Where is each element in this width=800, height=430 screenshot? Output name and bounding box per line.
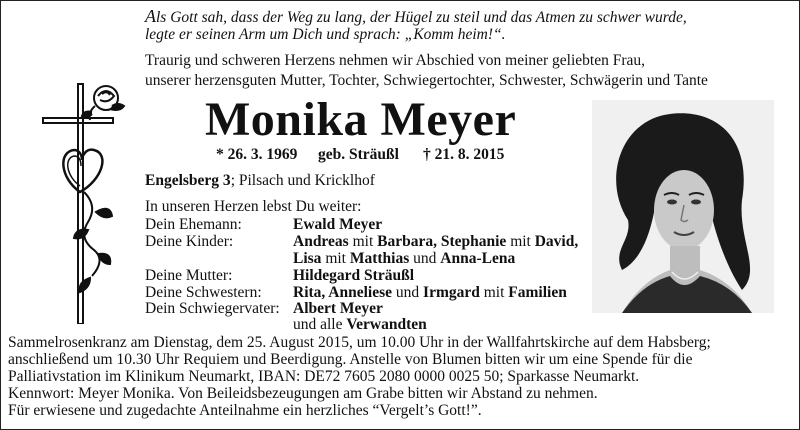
husband-label: Dein Ehemann: [145, 216, 242, 233]
siblings-names: Rita, Anneliese und Irmgard mit Familien [293, 284, 567, 301]
mother-name: Hildegard Sträußl [293, 267, 415, 284]
birth-name: geb. Sträußl [318, 146, 399, 163]
mother-label: Deine Mutter: [145, 267, 233, 284]
children-label: Deine Kinder: [145, 233, 234, 250]
bottom-line-2: anschließend um 10.30 Uhr Requiem und Beerdigung. Anstelle von Blumen bitten wir um eine Spende für die [8, 351, 693, 368]
intro-line-2: unserer herzensguten Mutter, Tochter, Schwiegertochter, Schwester, Schwägerin und Tante [145, 72, 708, 89]
address: Engelsberg 3; Pilsach und Kricklhof [145, 172, 375, 189]
bottom-line-1: Sammelrosenkranz am Dienstag, dem 25. August 2015, um 10.00 Uhr in der Wallfahrtskirche auf dem Habsberg; [8, 334, 711, 351]
bottom-line-3: Palliativstation im Klinikum Neumarkt, IBAN: DE72 7605 2080 0000 0025 50; Sparkasse Neumarkt. [8, 368, 640, 385]
intro-line-1: Traurig und schweren Herzens nehmen wir Abschied von meiner geliebten Frau, [145, 52, 646, 69]
family-heading: In unseren Herzen lebst Du weiter: [145, 198, 362, 215]
relatives-line: und alle Verwandten [293, 316, 427, 333]
children-line-2: Lisa mit Matthias und Anna-Lena [293, 250, 516, 267]
cross-with-rose-and-heart-icon [40, 82, 132, 324]
portrait-photo [592, 100, 774, 313]
deceased-name: Monika Meyer [205, 93, 517, 146]
quote-line-1: Als Gott sah, dass der Weg zu lang, der Hügel zu steil und das Atmen zu schwer wurde, [145, 6, 687, 26]
birth-date: * 26. 3. 1969 [216, 146, 298, 163]
quote-line-2: legte er seinen Arm um Dich und sprach: „Komm heim!“. [145, 26, 506, 43]
father-in-law-name: Albert Meyer [293, 300, 383, 317]
siblings-label: Deine Schwestern: [145, 284, 262, 301]
father-in-law-label: Dein Schwiegervater: [145, 300, 280, 317]
portrait-illustration [592, 100, 774, 313]
husband-name: Ewald Meyer [293, 216, 383, 233]
bottom-line-4: Kennwort: Meyer Monika. Von Beileidsbezeugungen am Grabe bitten wir Abstand zu nehmen. [8, 385, 598, 402]
death-date: † 21. 8. 2015 [423, 146, 505, 163]
bottom-line-5: Für erwiesene und zugedachte Anteilnahme ein herzliches “Vergelt’s Gott!”. [8, 402, 482, 419]
children-line-1: Andreas mit Barbara, Stephanie mit David, [293, 233, 579, 250]
